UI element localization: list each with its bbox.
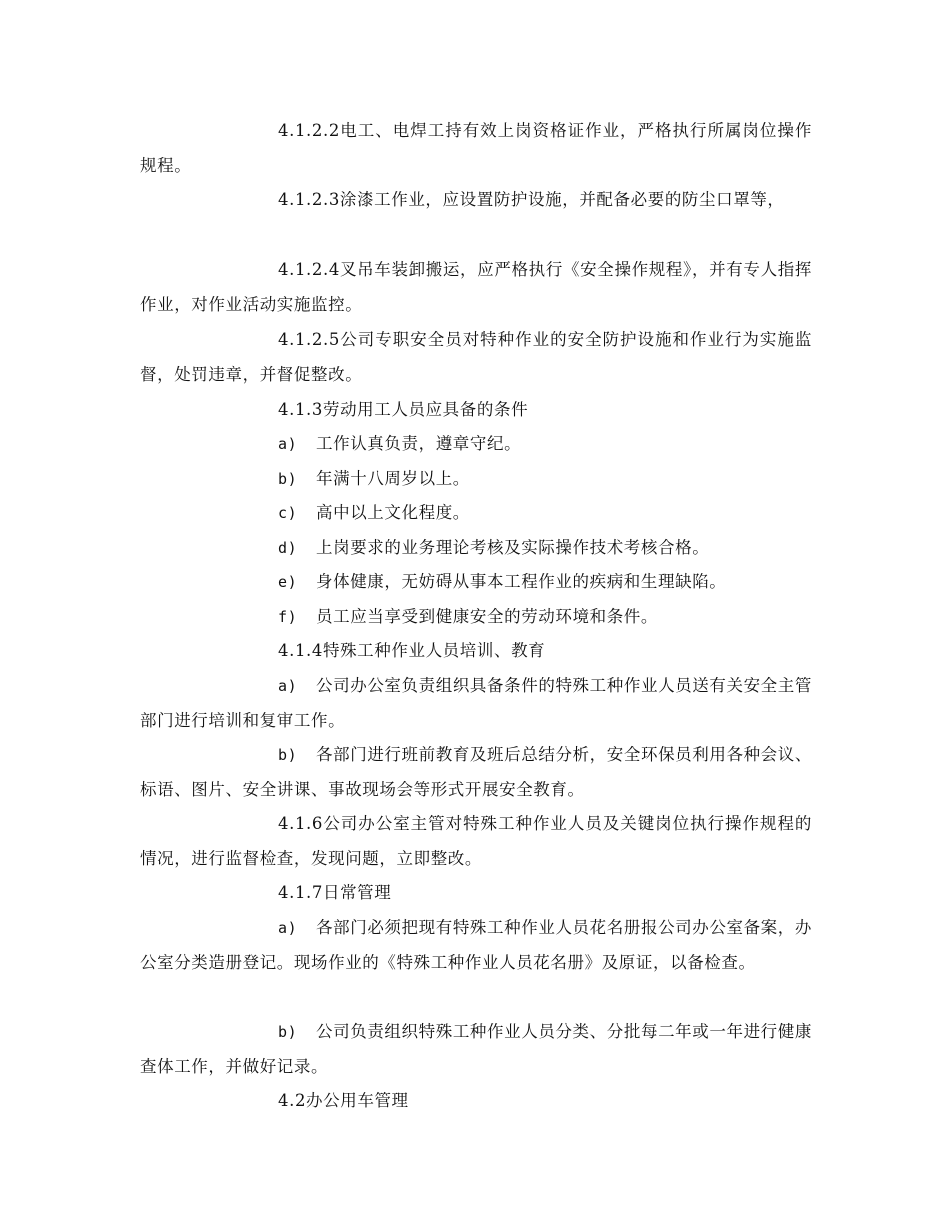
list-item-e: [140, 565, 812, 600]
heading-4-1-3: 4.1.3劳动用工人员应具备的条件: [278, 400, 529, 419]
list-item-text: 高中以上文化程度。: [316, 503, 470, 522]
list-marker: b): [278, 1023, 298, 1041]
list-item-d: [140, 531, 812, 566]
list-marker: d): [278, 539, 298, 557]
list-marker: a): [278, 435, 298, 453]
heading-4-1-4: 4.1.4特殊工种作业人员培训、教育: [278, 641, 546, 660]
list-item-f: [140, 600, 812, 635]
paragraph-4-1-6: 4.1.6公司办公室主管对特殊工种作业人员及关键岗位执行操作规程的情况，进行监督检查，发现问题，立即整改。: [140, 814, 812, 868]
list-item-text: 年满十八周岁以上。: [316, 469, 470, 488]
list-marker: c): [278, 504, 298, 522]
list-marker: b): [278, 470, 298, 488]
paragraph-4-1-2-2: 4.1.2.2电工、电焊工持有效上岗资格证作业，严格执行所属岗位操作规程。: [140, 121, 812, 175]
list-item-b-daily: [140, 1015, 812, 1084]
list-item-text: 上岗要求的业务理论考核及实际操作技术考核合格。: [316, 538, 710, 557]
paragraph-4-1-2-3: 4.1.2.3涂漆工作业，应设置防护设施，并配备必要的防尘口罩等，: [278, 190, 785, 209]
list-item-text: 各部门进行班前教育及班后总结分析，安全环保员利用各种会议、标语、图片、安全讲课、事故现场会等形式开展安全教育。: [140, 745, 812, 799]
list-item-text: 工作认真负责，遵章守纪。: [316, 434, 522, 453]
list-item-c: [140, 496, 812, 531]
list-marker: f): [278, 608, 298, 626]
list-item-a-daily: [140, 911, 812, 980]
list-item-text: 公司办公室负责组织具备条件的特殊工种作业人员送有关安全主管部门进行培训和复审工作。: [140, 676, 812, 730]
paragraph-4-1-2-5: 4.1.2.5公司专职安全员对特种作业的安全防护设施和作业行为实施监督，处罚违章，并督促整改。: [140, 330, 812, 384]
list-item-a-training: [140, 669, 812, 738]
list-marker: b): [278, 746, 298, 764]
list-marker: a): [278, 677, 298, 695]
heading-4-1-7: 4.1.7日常管理: [278, 883, 392, 902]
list-item-text: 员工应当享受到健康安全的劳动环境和条件。: [316, 607, 658, 626]
paragraph-4-1-2-4: 4.1.2.4叉吊车装卸搬运，应严格执行《安全操作规程》，并有专人指挥作业，对作业活动实施监控。: [140, 260, 812, 314]
list-item-b: [140, 462, 812, 497]
list-item-text: 身体健康，无妨碍从事本工程作业的疾病和生理缺陷。: [316, 572, 727, 591]
list-marker: a): [278, 919, 298, 937]
list-marker: e): [278, 573, 298, 591]
list-item-text: 各部门必须把现有特殊工种作业人员花名册报公司办公室备案，办公室分类造册登记。现场作业的《特殊工种作业人员花名册》及原证，以备检查。: [140, 918, 812, 972]
list-item-b-training: [140, 738, 812, 807]
heading-4-2: 4.2办公用车管理: [278, 1091, 409, 1110]
list-item-a: [140, 427, 812, 462]
list-item-text: 公司负责组织特殊工种作业人员分类、分批每二年或一年进行健康查体工作，并做好记录。: [140, 1022, 812, 1076]
